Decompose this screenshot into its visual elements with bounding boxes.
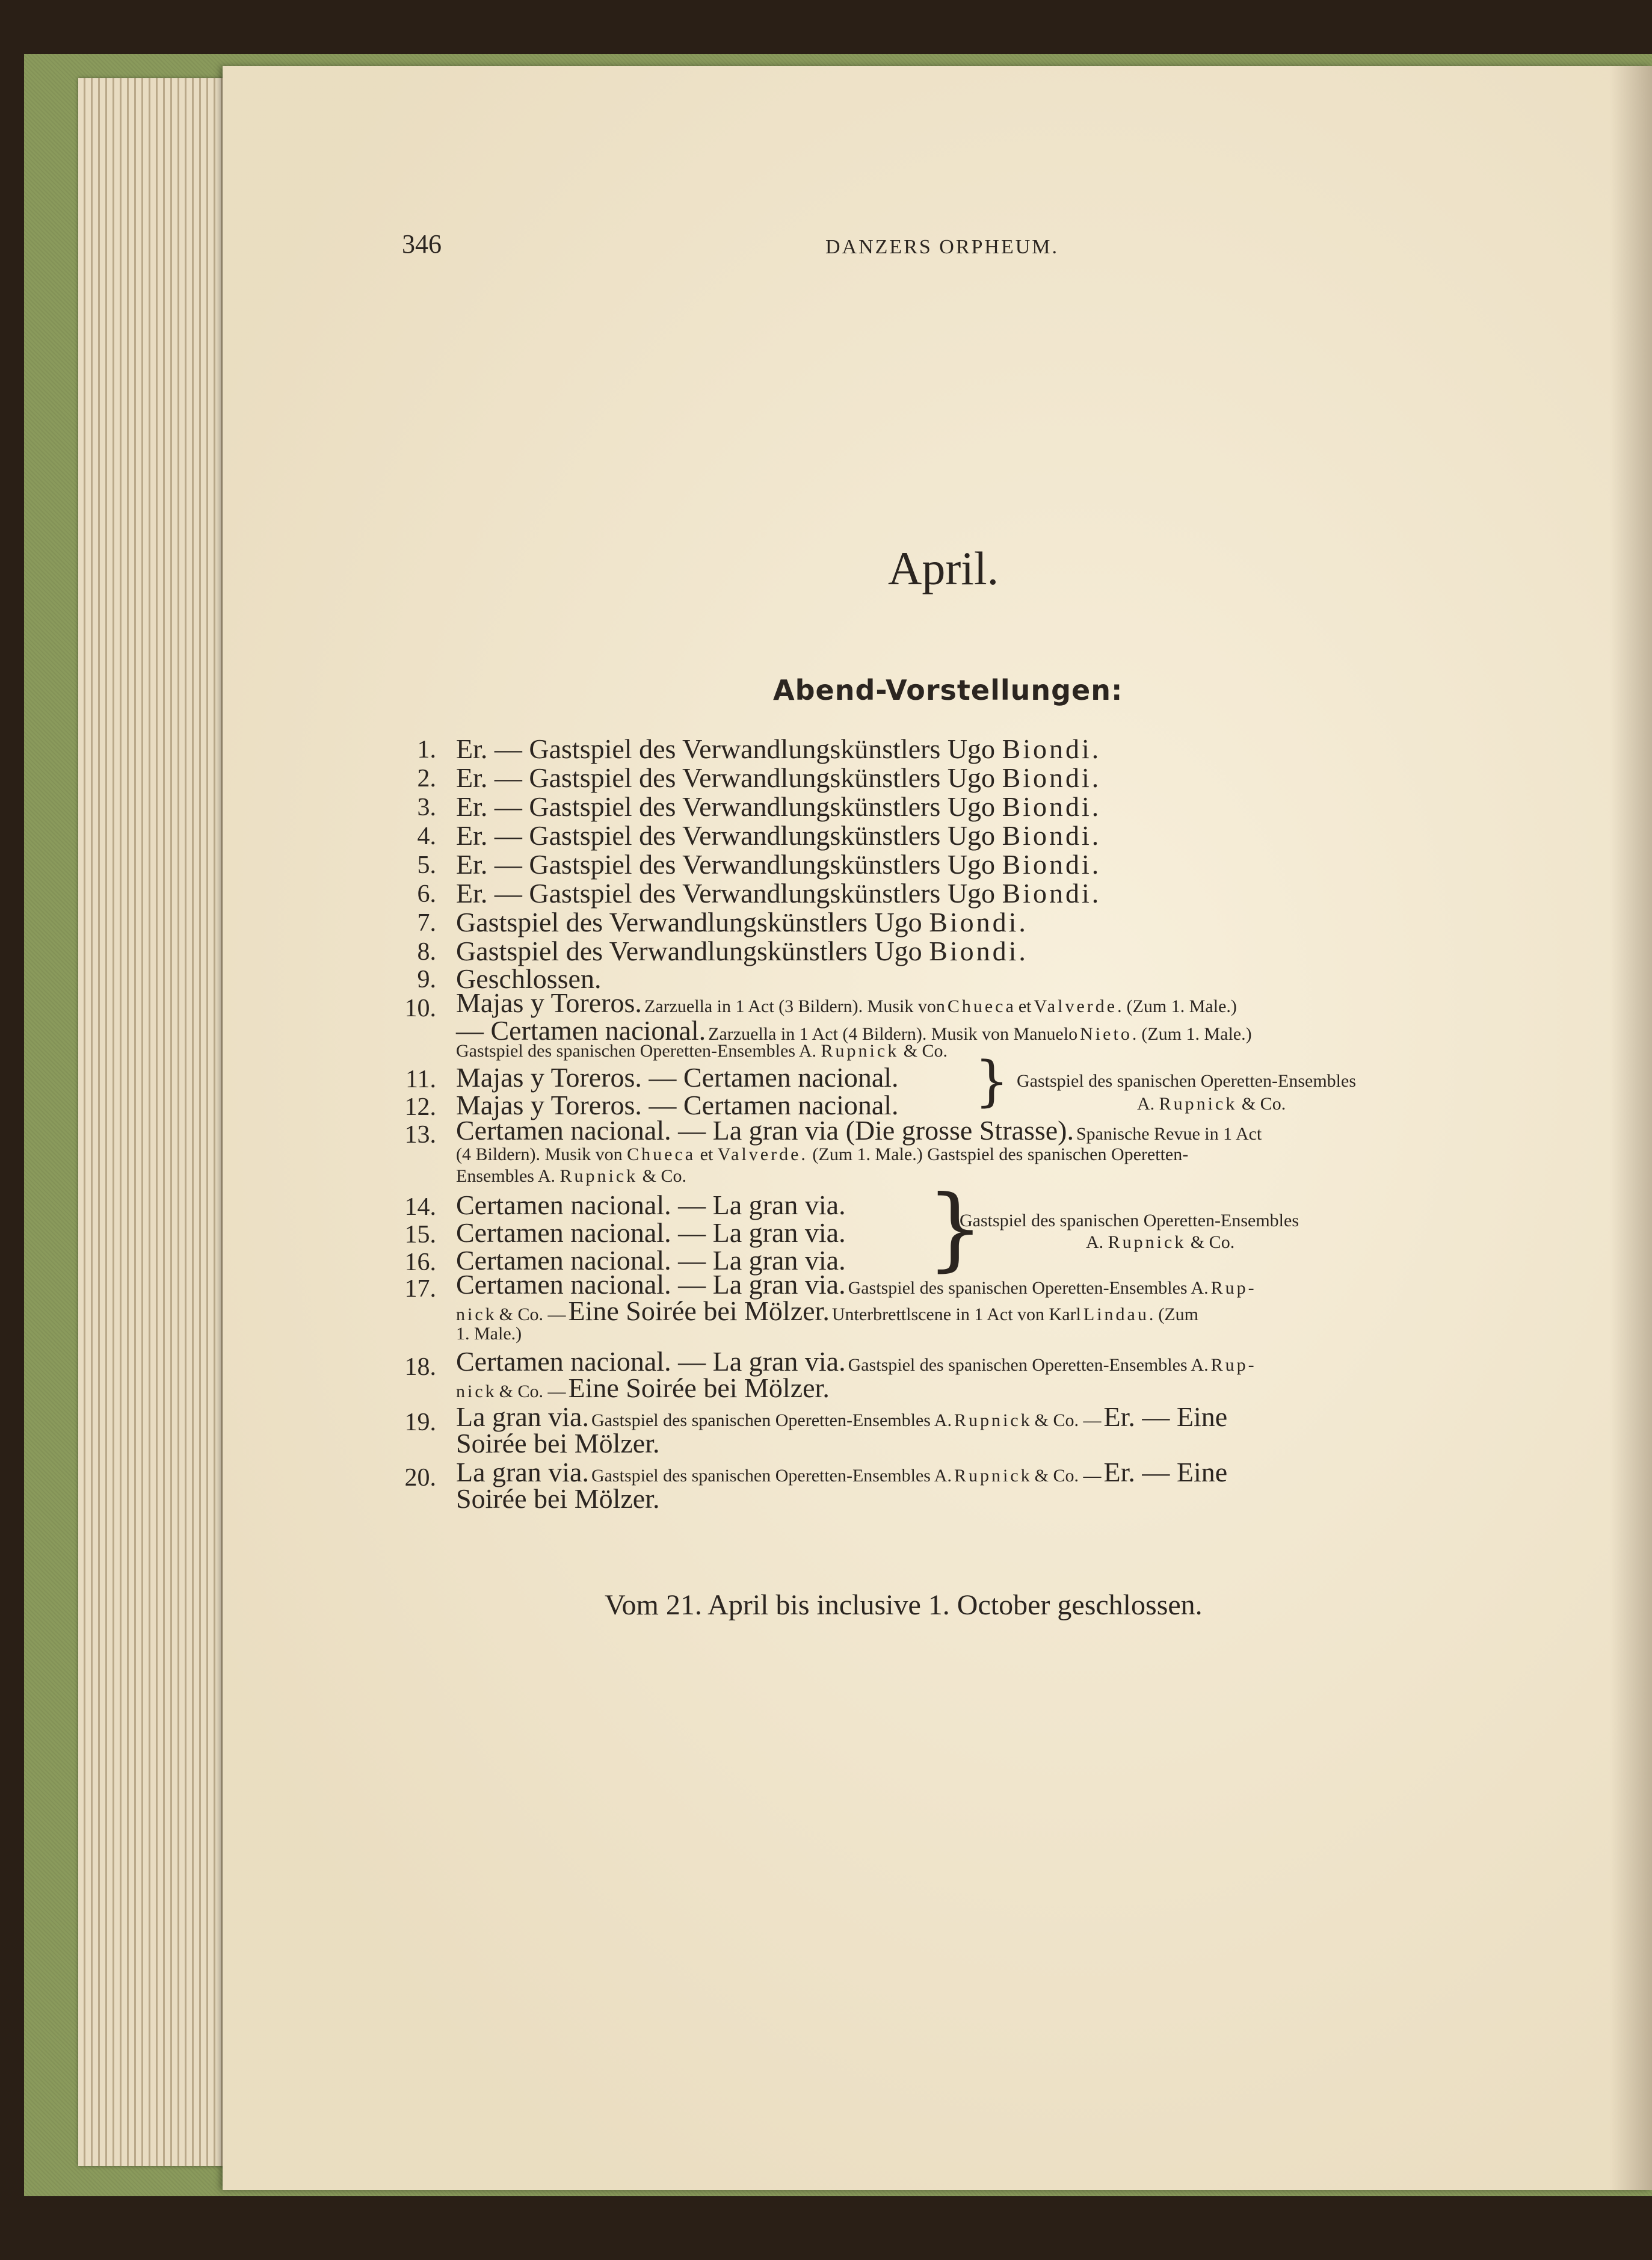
performer-name: Biondi.	[1002, 733, 1102, 764]
entry-number: 16.	[404, 1249, 436, 1276]
entry-body: Er. — Gastspiel des Verwandlungskünstlers Ugo	[456, 849, 996, 880]
entry-note: (4 Bildern). Musik von	[456, 1144, 623, 1164]
entry-note: Zarzuella in 1 Act (3 Bildern). Musik von	[644, 996, 945, 1016]
section-heading: Abend-Vorstellungen:	[773, 674, 1123, 706]
company-name: Rupnick	[1108, 1232, 1186, 1252]
play-title: Eine Soirée bei Mölzer.	[568, 1295, 830, 1326]
performer-name: Biondi.	[1002, 820, 1102, 851]
play-title: Certamen nacional. — La gran via (Die grosse Strasse).	[456, 1115, 1074, 1146]
closing-note: Vom 21. April bis inclusive 1. October geschlossen.	[605, 1589, 1203, 1621]
entry-text	[456, 906, 1028, 938]
entry-number: 9.	[417, 966, 436, 993]
company-name: Rup-	[1210, 1278, 1257, 1298]
entry-number: 8.	[417, 938, 436, 966]
entry-note: (Zum	[1158, 1304, 1199, 1324]
entry-note: A.	[1137, 1094, 1155, 1114]
entry-body: Er. — Gastspiel des Verwandlungskünstlers Ugo	[456, 762, 996, 793]
entry-note: et	[700, 1144, 714, 1164]
company-name: nick	[456, 1304, 497, 1324]
entry-text	[456, 791, 1101, 823]
entry-text: Certamen nacional. — La gran via.	[456, 1190, 846, 1220]
entry-text-continued	[456, 1295, 1198, 1327]
company-name: Rup-	[1210, 1355, 1257, 1375]
entry-body: Gastspiel des Verwandlungskünstlers Ugo	[456, 936, 922, 966]
entry-note: & Co. —	[499, 1304, 566, 1324]
entry-body: Er. — Gastspiel des Verwandlungskünstlers Ugo	[456, 791, 996, 822]
company-name: Rupnick	[1159, 1094, 1237, 1114]
entry-note: Ensembles A.	[456, 1166, 555, 1186]
play-title: La gran via.	[456, 1401, 589, 1432]
entry-text-continued: Soirée bei Mölzer.	[456, 1428, 660, 1459]
entry-number: 12.	[404, 1093, 436, 1121]
entry-note: & Co.	[1241, 1094, 1286, 1114]
entry-text-continued	[456, 1144, 1188, 1165]
entry-note: Gastspiel des spanischen Operetten-Ensembles A.	[848, 1278, 1209, 1298]
entry-note: Gastspiel des spanischen Operetten-Ensembles A.	[456, 1041, 817, 1061]
play-title: Certamen nacional. — La gran via.	[456, 1269, 846, 1300]
entry-text-continued	[456, 1166, 686, 1187]
entry-number: 3.	[417, 794, 436, 821]
brace-note	[1137, 1094, 1286, 1114]
entry-note: & Co. —	[499, 1382, 566, 1401]
play-title: Majas y Toreros.	[456, 987, 642, 1018]
brace-symbol: }	[926, 1176, 984, 1281]
entry-note: Zarzuella in 1 Act (4 Bildern). Musik von Manuelo	[708, 1024, 1078, 1044]
entry-number: 15.	[404, 1221, 436, 1249]
play-title: Eine Soirée bei Mölzer.	[568, 1372, 830, 1403]
entry-note: Spanische Revue in 1 Act	[1076, 1124, 1262, 1144]
entry-number: 18.	[404, 1353, 436, 1381]
author-name: Lindau.	[1083, 1304, 1156, 1324]
entry-text	[456, 733, 1101, 765]
entry-text	[456, 848, 1101, 880]
entry-note: (Zum 1. Male.)	[1126, 996, 1237, 1016]
composer-name: Chueca	[627, 1144, 696, 1164]
entry-note: et	[1018, 996, 1032, 1016]
entry-note: & Co.	[642, 1166, 687, 1186]
entry-note: Gastspiel des spanischen Operetten-Ensembles A.	[848, 1355, 1209, 1375]
composer-name: Valverde.	[717, 1144, 808, 1164]
month-heading: April.	[888, 542, 999, 594]
brace-note	[960, 1211, 1299, 1231]
entry-number: 2.	[417, 765, 436, 792]
entry-text	[456, 820, 1101, 851]
entry-number: 10.	[404, 995, 436, 1022]
entry-body: Er. — Gastspiel des Verwandlungskünstlers Ugo	[456, 878, 996, 909]
entry-note: & Co.	[903, 1041, 948, 1061]
company-name: Rupnick	[821, 1041, 899, 1061]
entry-body: Er. — Gastspiel des Verwandlungskünstlers Ugo	[456, 820, 996, 851]
composer-name: Chueca	[947, 996, 1016, 1016]
play-title: La gran via.	[456, 1457, 589, 1487]
performer-name: Biondi.	[1002, 791, 1102, 822]
entry-note: & Co.	[1190, 1232, 1235, 1252]
play-title: Er. — Eine	[1103, 1457, 1228, 1487]
entry-number: 14.	[404, 1193, 436, 1221]
play-title: — Certamen nacional.	[456, 1015, 706, 1046]
entry-note: Gastspiel des spanischen Operetten-Ensembles	[960, 1211, 1299, 1230]
entry-note: (Zum 1. Male.)	[1141, 1024, 1252, 1044]
entry-number: 17.	[404, 1275, 436, 1303]
entry-number: 4.	[417, 823, 436, 850]
entry-text-continued	[456, 1372, 830, 1404]
entry-note: & Co. —	[1034, 1410, 1102, 1430]
entry-note: Gastspiel des spanischen Operetten-Ensembles A.	[591, 1410, 952, 1430]
company-name: Rupnick	[954, 1410, 1032, 1430]
entry-body: Gastspiel des Verwandlungskünstlers Ugo	[456, 907, 922, 937]
entry-text: Certamen nacional. — La gran via.	[456, 1245, 846, 1276]
entry-note: Gastspiel des spanischen Operetten-Ensembles	[1017, 1071, 1357, 1091]
performer-name: Biondi.	[929, 936, 1028, 966]
composer-name: Valverde.	[1034, 996, 1124, 1016]
company-name: Rupnick	[954, 1466, 1032, 1486]
entry-number: 7.	[417, 909, 436, 937]
company-name: Rupnick	[559, 1166, 638, 1186]
entry-note: Gastspiel des spanischen Operetten-Ensembles A.	[591, 1466, 952, 1486]
entry-number: 19.	[404, 1409, 436, 1436]
page-gutter-shadow	[1610, 66, 1652, 2190]
entry-number: 6.	[417, 880, 436, 908]
brace-note	[1017, 1071, 1356, 1091]
performer-name: Biondi.	[1002, 849, 1102, 880]
entry-text	[456, 877, 1101, 909]
running-title: DANZERS ORPHEUM.	[825, 236, 1059, 258]
entry-note: A.	[1086, 1232, 1104, 1252]
entry-text-continued: 1. Male.)	[456, 1324, 522, 1344]
composer-name: Nieto.	[1080, 1024, 1139, 1044]
performer-name: Biondi.	[1002, 878, 1102, 909]
entry-text-continued	[456, 1041, 948, 1061]
performer-name: Biondi.	[1002, 762, 1102, 793]
entry-text: Geschlossen.	[456, 963, 602, 994]
brace-symbol: }	[975, 1050, 1009, 1113]
page-number: 346	[402, 229, 442, 259]
entry-note: (Zum 1. Male.) Gastspiel des spanischen Operetten-	[812, 1144, 1189, 1164]
entry-note: Unterbrettlscene in 1 Act von Karl	[831, 1304, 1081, 1324]
entry-number: 20.	[404, 1464, 436, 1492]
entry-text-continued: Soirée bei Mölzer.	[456, 1483, 660, 1514]
entry-number: 1.	[417, 736, 436, 764]
company-name: nick	[456, 1382, 497, 1401]
entry-note: & Co. —	[1034, 1466, 1102, 1486]
entry-text	[456, 1114, 1262, 1146]
entry-body: Er. — Gastspiel des Verwandlungskünstlers Ugo	[456, 733, 996, 764]
entry-text: Majas y Toreros. — Certamen nacional.	[456, 1090, 899, 1120]
play-title: Certamen nacional. — La gran via.	[456, 1346, 846, 1377]
entry-text: Certamen nacional. — La gran via.	[456, 1217, 846, 1248]
entry-number: 11.	[405, 1066, 436, 1093]
performer-name: Biondi.	[929, 907, 1028, 937]
entry-text	[456, 762, 1101, 794]
entry-number: 13.	[404, 1121, 436, 1149]
brace-note	[1086, 1232, 1234, 1253]
entry-number: 5.	[417, 851, 436, 879]
entry-text: Majas y Toreros. — Certamen nacional.	[456, 1062, 899, 1093]
play-title: Er. — Eine	[1103, 1401, 1228, 1432]
